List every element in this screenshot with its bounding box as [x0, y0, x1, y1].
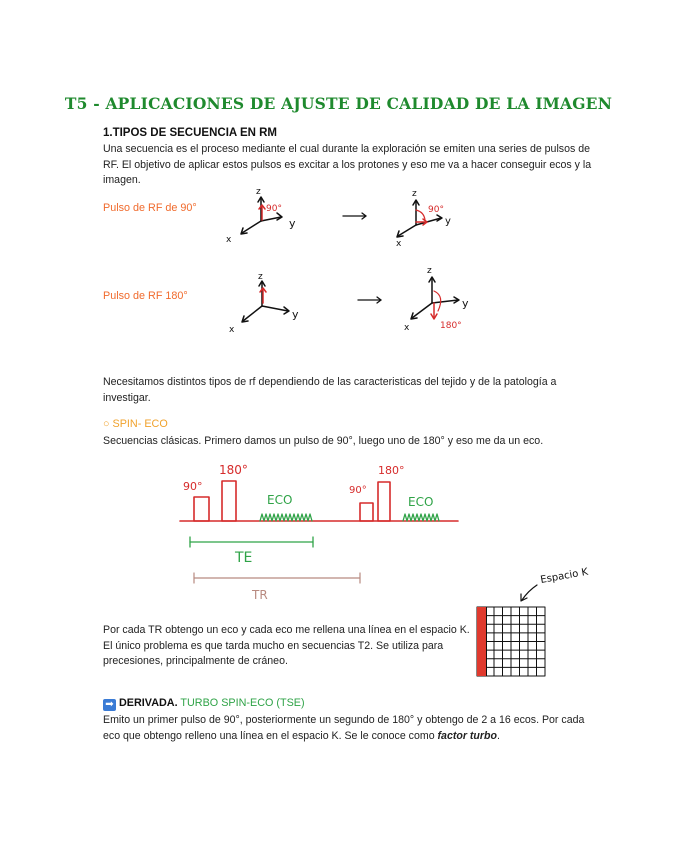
axis-x-label: x	[404, 323, 410, 333]
intro-line: imagen.	[103, 174, 141, 186]
pulse-90-bar	[194, 497, 209, 521]
intro-line: RF. El objetivo de aplicar estos pulsos es excitar a los protones y eso me va a hacer conseguir ecos y la	[103, 158, 592, 171]
axis-z-label: z	[256, 187, 261, 197]
spin-eco-description: Secuencias clásicas. Primero damos un pulso de 90°, luego uno de 180° y eso me da un eco.	[103, 435, 544, 447]
section-heading: 1.TIPOS DE SECUENCIA EN RM	[103, 127, 278, 139]
axis-x-label: x	[226, 235, 232, 245]
tr-line: El único problema es que tarda mucho en secuencias T2. Se utiliza para	[103, 639, 444, 652]
echo-wave	[403, 514, 439, 521]
spin-eco-heading: ○ SPIN- ECO	[103, 418, 168, 430]
derivada-line: eco que obtengo relleno una línea en el espacio K. Se le conoce como factor turbo.	[103, 729, 500, 742]
axis-diagram-180-before	[242, 281, 289, 322]
k-space-grid	[477, 607, 545, 676]
axis-z-label: z	[258, 272, 263, 282]
derivada-label: DERIVADA.	[119, 697, 178, 709]
axis-y-label: y	[462, 297, 469, 310]
axis-diagram-90-before	[241, 197, 282, 234]
label-tr: TR	[252, 588, 268, 602]
axis-x-label: x	[229, 325, 235, 335]
tr-line: Por cada TR obtengo un eco y cada eco me rellena una línea en el espacio K.	[103, 624, 470, 636]
transition-arrow-icon	[358, 297, 381, 303]
label-eco: ECO	[408, 495, 434, 509]
axis-y-label: y	[292, 308, 299, 321]
axis-y-label: y	[445, 216, 451, 227]
axis-diagram-180-after	[411, 277, 459, 319]
tse-label: TURBO SPIN-ECO (TSE)	[180, 697, 305, 709]
axis-x-label: x	[396, 239, 402, 249]
tr-line: precesiones, principalmente de cráneo.	[103, 655, 288, 667]
pulse-180-bar	[222, 481, 236, 521]
label-90: 90°	[349, 485, 367, 496]
angle-90-label: 90°	[428, 205, 444, 215]
pulse-180-bar	[378, 482, 390, 521]
intro-line: Una secuencia es el proceso mediante el cual durante la exploración se emiten una series de pulsos de	[103, 143, 591, 155]
pulse-180-label: Pulso de RF 180°	[103, 290, 188, 302]
axis-y-label: y	[289, 217, 296, 230]
transition-arrow-icon	[343, 213, 366, 219]
label-90: 90°	[183, 480, 203, 493]
derivada-line: Emito un primer pulso de 90°, posteriormente un segundo de 180° y obtengo de 2 a 16 ecos. Por cada	[103, 714, 585, 726]
page-title: T5 - APLICACIONES DE AJUSTE DE CALIDAD DE LA IMAGEN	[64, 94, 613, 113]
right-arrow-icon: ➡	[103, 699, 116, 711]
k-space-label: Espacio K	[539, 566, 589, 586]
label-180: 180°	[219, 463, 248, 477]
axis-z-label: z	[412, 189, 417, 199]
angle-180-label: 180°	[440, 321, 462, 331]
axis-z-label: z	[427, 266, 432, 276]
echo-wave	[260, 514, 312, 521]
label-180: 180°	[378, 464, 405, 477]
angle-90-label: 90°	[266, 204, 282, 214]
pulse-90-bar	[360, 503, 373, 521]
label-eco: ECO	[267, 493, 293, 507]
filled-line	[477, 607, 486, 676]
factor-turbo: factor turbo	[437, 729, 497, 742]
label-te: TE	[235, 550, 253, 566]
k-space-arrow-icon	[521, 585, 537, 601]
need-line: Necesitamos distintos tipos de rf dependiendo de las caracteristicas del tejido y de la patología a	[103, 376, 557, 388]
need-line: investigar.	[103, 391, 151, 404]
pulse-90-label: Pulso de RF de 90°	[103, 202, 197, 214]
